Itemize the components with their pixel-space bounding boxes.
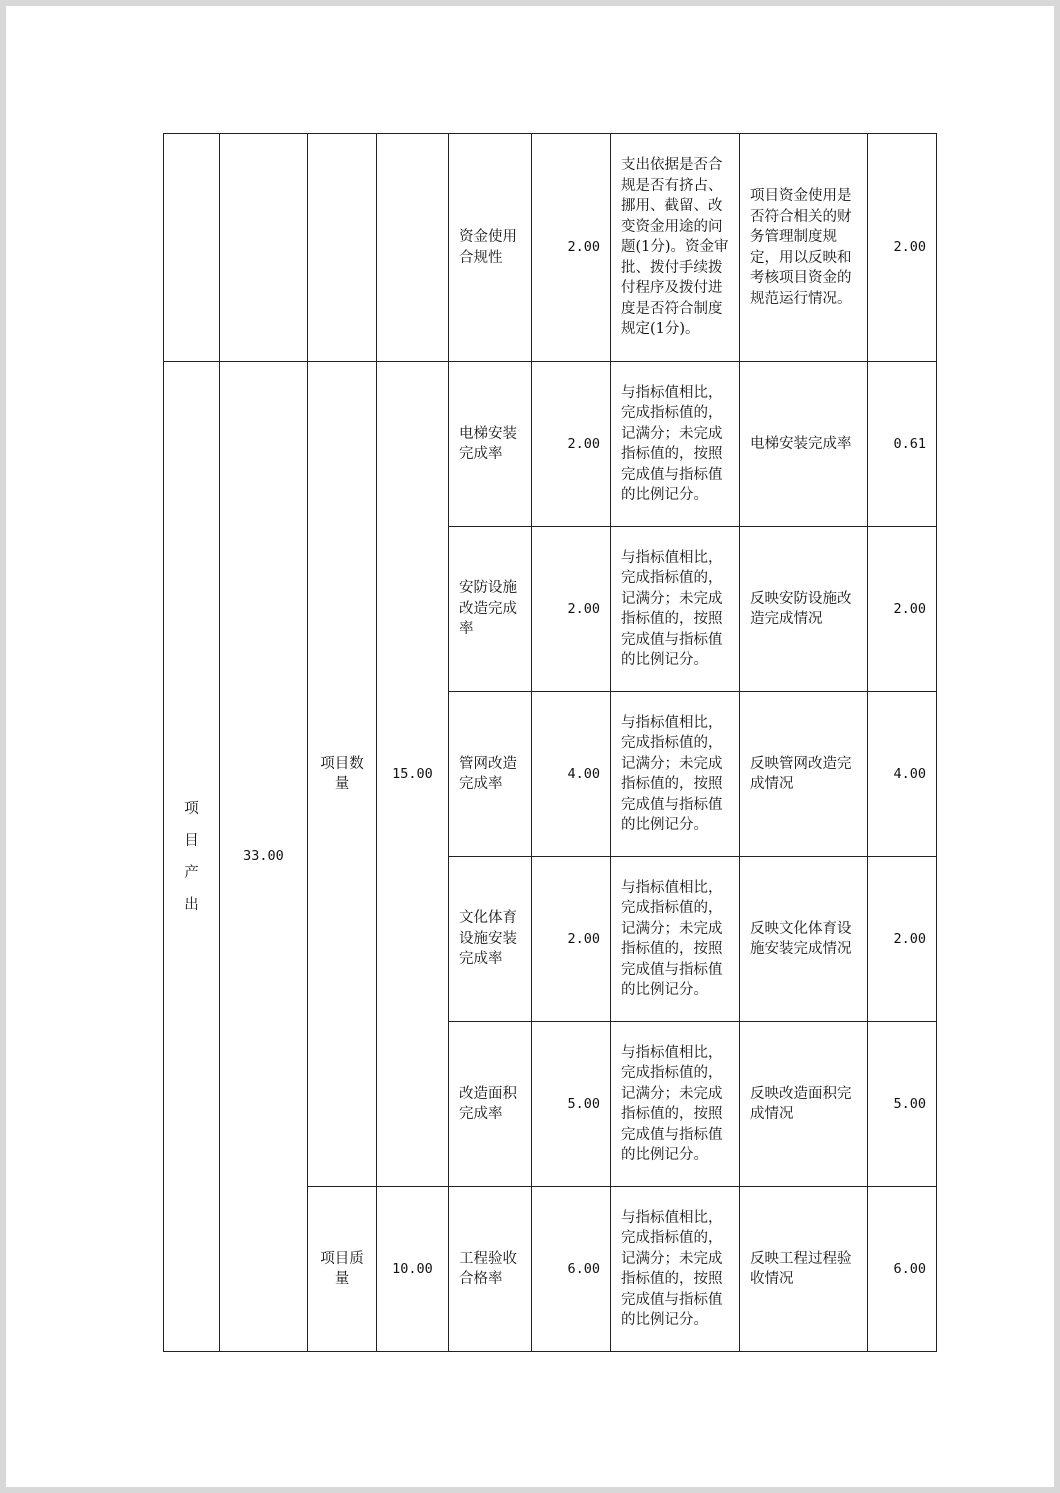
description-cell: 电梯安装完成率 [740,362,868,527]
score-cell: 5.00 [868,1022,937,1187]
description-cell: 反映改造面积完成情况 [740,1022,868,1187]
table-row [164,362,937,527]
level2-weight-cell: 15.00 [377,362,449,1187]
level2-cell-continued [308,134,377,362]
indicator-cell: 文化体育设施安装完成率 [449,857,532,1022]
criteria-cell: 与指标值相比，完成指标值的，记满分；未完成指标值的，按照完成值与指标值的比例记分。 [611,692,740,857]
indicator-cell: 安防设施改造完成率 [449,527,532,692]
score-cell: 0.61 [868,362,937,527]
level1-label-cell [164,362,220,1352]
criteria-cell: 与指标值相比，完成指标值的，记满分；未完成指标值的，按照完成值与指标值的比例记分。 [611,857,740,1022]
level1-weight-cell-continued [220,134,308,362]
weight-cell: 2.00 [532,527,611,692]
criteria-cell: 与指标值相比，完成指标值的，记满分；未完成指标值的，按照完成值与指标值的比例记分。 [611,362,740,527]
document-page [6,6,1054,1487]
level2-label-cell: 项目质量 [308,1187,377,1352]
criteria-cell: 支出依据是否合规是否有挤占、挪用、截留、改变资金用途的问题(1分)。资金审批、拨付手续拨付程序及拨付进度是否符合制度规定(1分)。 [611,134,740,362]
level2-weight-cell-continued [377,134,449,362]
description-cell: 反映工程过程验收情况 [740,1187,868,1352]
level1-cell-continued [164,134,220,362]
description-cell: 反映安防设施改造完成情况 [740,527,868,692]
performance-evaluation-table [163,133,937,1352]
score-cell: 6.00 [868,1187,937,1352]
table-row [164,134,937,362]
level1-label-char: 出 [184,896,199,913]
criteria-cell: 与指标值相比，完成指标值的，记满分；未完成指标值的，按照完成值与指标值的比例记分。 [611,527,740,692]
level1-label-char: 产 [184,864,199,881]
weight-cell: 6.00 [532,1187,611,1352]
level1-label-char: 项 [184,800,199,817]
level1-label-char: 目 [184,832,199,849]
description-cell: 反映文化体育设施安装完成情况 [740,857,868,1022]
description-cell: 反映管网改造完成情况 [740,692,868,857]
level1-weight-cell: 33.00 [220,362,308,1352]
level2-label-cell: 项目数量 [308,362,377,1187]
weight-cell: 4.00 [532,692,611,857]
weight-cell: 5.00 [532,1022,611,1187]
indicator-cell: 资金使用合规性 [449,134,532,362]
score-cell: 4.00 [868,692,937,857]
indicator-cell: 工程验收合格率 [449,1187,532,1352]
weight-cell: 2.00 [532,134,611,362]
indicator-cell: 管网改造完成率 [449,692,532,857]
score-cell: 2.00 [868,527,937,692]
score-cell: 2.00 [868,857,937,1022]
criteria-cell: 与指标值相比，完成指标值的，记满分；未完成指标值的，按照完成值与指标值的比例记分。 [611,1022,740,1187]
indicator-cell: 改造面积完成率 [449,1022,532,1187]
weight-cell: 2.00 [532,857,611,1022]
weight-cell: 2.00 [532,362,611,527]
criteria-cell: 与指标值相比，完成指标值的，记满分；未完成指标值的，按照完成值与指标值的比例记分。 [611,1187,740,1352]
level2-weight-cell: 10.00 [377,1187,449,1352]
score-cell: 2.00 [868,134,937,362]
indicator-cell: 电梯安装完成率 [449,362,532,527]
description-cell: 项目资金使用是否符合相关的财务管理制度规定，用以反映和考核项目资金的规范运行情况。 [740,134,868,362]
